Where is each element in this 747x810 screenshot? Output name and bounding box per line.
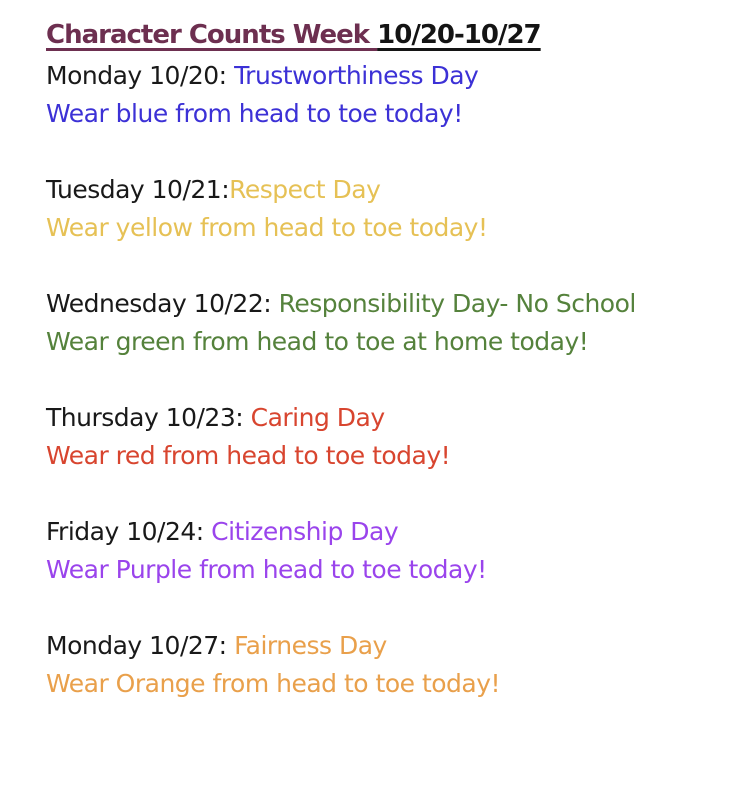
title-dates-text: 10/20-10/27 <box>377 20 541 50</box>
day-entry <box>46 57 727 133</box>
day-event-name: Fairness Day <box>234 631 387 660</box>
day-label: Monday 10/20: <box>46 61 235 90</box>
day-heading <box>46 171 727 209</box>
day-entry <box>46 513 727 589</box>
day-instruction: Wear green from head to toe at home today! <box>46 327 589 356</box>
day-event-name: Respect Day <box>229 175 381 204</box>
day-event-name: Caring Day <box>250 403 385 432</box>
day-label: Wednesday 10/22: <box>46 289 279 318</box>
day-instruction: Wear blue from head to toe today! <box>46 99 463 128</box>
day-instruction: Wear red from head to toe today! <box>46 441 451 470</box>
day-heading <box>46 285 727 323</box>
day-instruction: Wear Orange from head to toe today! <box>46 669 501 698</box>
day-label: Thursday 10/23: <box>46 403 251 432</box>
day-label: Tuesday 10/21: <box>46 175 230 204</box>
day-heading <box>46 627 727 665</box>
day-event-name: Responsibility Day- No School <box>278 289 636 318</box>
day-instruction: Wear yellow from head to toe today! <box>46 213 488 242</box>
day-entry <box>46 627 727 703</box>
day-entry <box>46 285 727 361</box>
day-entry <box>46 399 727 475</box>
title-main-text: Character Counts Week <box>46 20 378 50</box>
day-event-name: Trustworthiness Day <box>234 61 479 90</box>
day-heading <box>46 513 727 551</box>
day-heading <box>46 399 727 437</box>
day-event-name: Citizenship Day <box>211 517 399 546</box>
day-heading <box>46 57 727 95</box>
day-label: Monday 10/27: <box>46 631 235 660</box>
day-instruction: Wear Purple from head to toe today! <box>46 555 487 584</box>
day-label: Friday 10/24: <box>46 517 212 546</box>
page-title <box>46 13 727 57</box>
day-entry <box>46 171 727 247</box>
